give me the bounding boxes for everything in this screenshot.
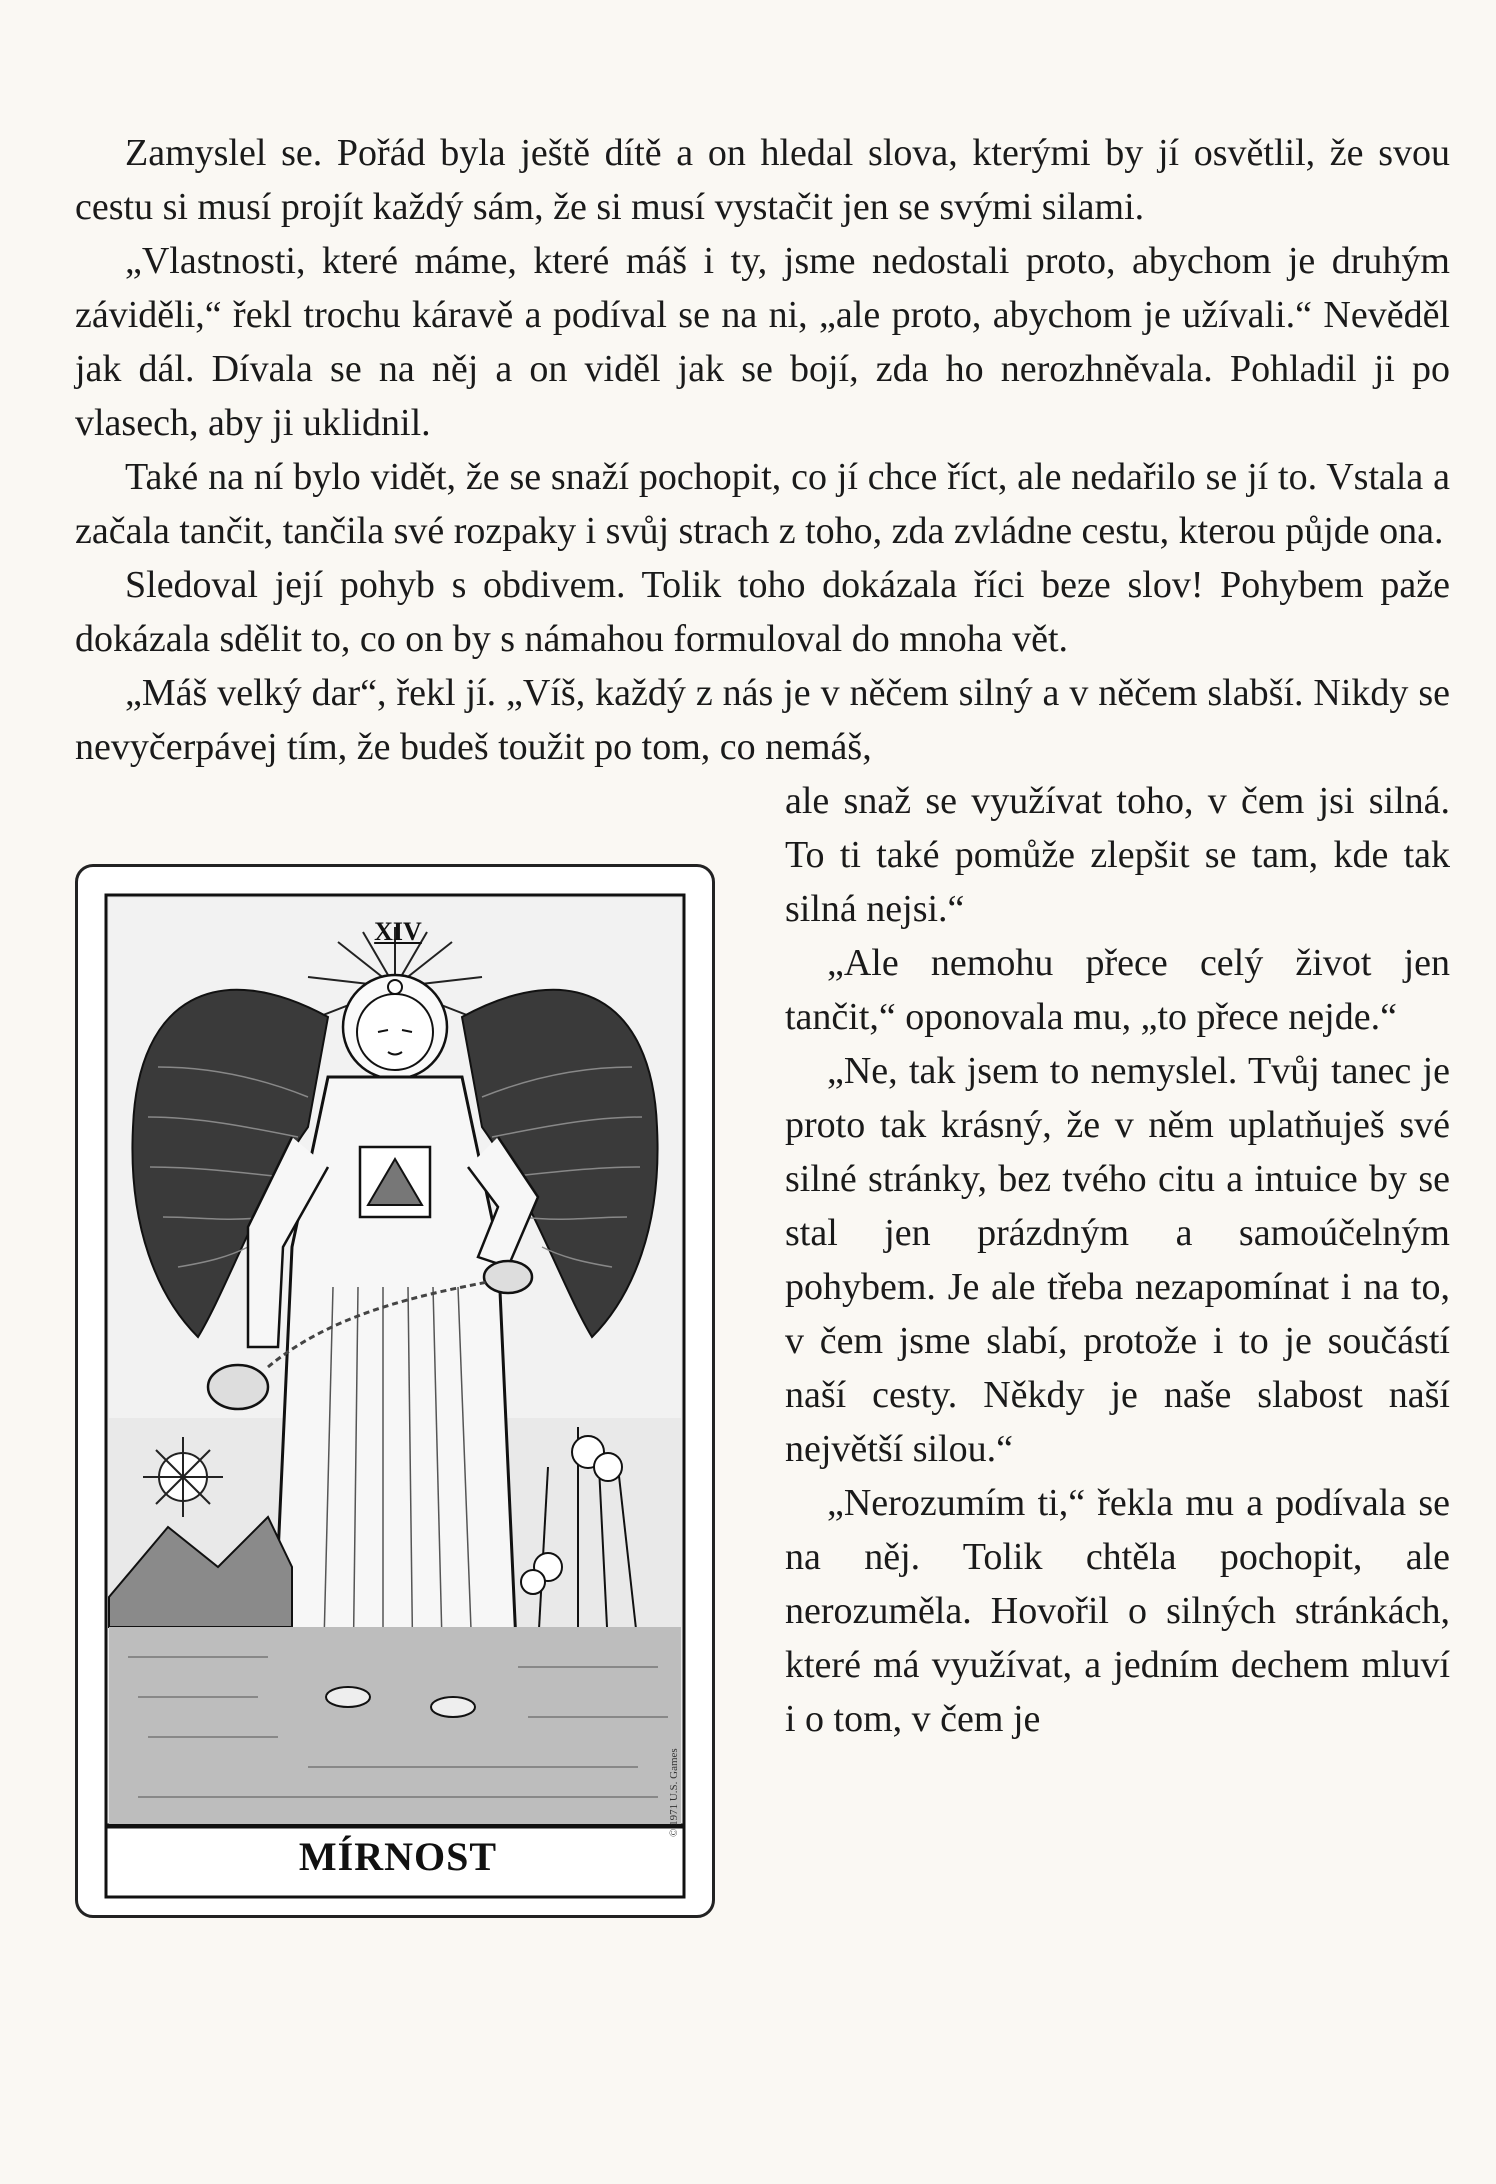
right-cup-icon <box>484 1261 532 1293</box>
temperance-card-illustration <box>78 867 712 1915</box>
text-column <box>785 774 1450 1746</box>
tarot-card-figure <box>75 864 715 1918</box>
column-paragraph-4: „Nerozumím ti,“ řekla mu a podívala se na něj. Tolik chtěla pochopit, ale nerozuměla. Hovořil o silných stránkách, které má využívat, a jedním dechem mluví i o tom, v čem je <box>785 1482 1450 1740</box>
column-paragraph-1: ale snaž se využívat toho, v čem jsi silná. To ti také pomůže zlepšit se tam, kde tak silná nejsi.“ <box>785 780 1450 930</box>
paragraph-5: „Máš velký dar“, řekl jí. „Víš, každý z nás je v něčem silný a v něčem slabší. Nikdy se nevyčerpávej tím, že budeš toužit po tom, co nemáš, <box>75 672 1450 768</box>
paragraph-3: Také na ní bylo vidět, že se snaží pochopit, co jí chce říct, ale nedařilo se jí to. Vstala a začala tančit, tančila své rozpaky i svůj strach z toho, zda zvládne cestu, kterou půjde ona. <box>75 456 1450 552</box>
column-paragraph-2: „Ale nemohu přece celý život jen tančit,“ oponovala mu, „to přece nejde.“ <box>785 942 1450 1038</box>
paragraph-1: Zamyslel se. Pořád byla ještě dítě a on hledal slova, kterými by jí osvětlil, že svou cestu si musí projít každý sám, že si musí vystačit jen se svými silami. <box>75 132 1450 228</box>
left-cup-icon <box>208 1365 268 1409</box>
card-title: MÍRNOST <box>298 1834 498 1879</box>
column-paragraph-3: „Ne, tak jsem to nemyslel. Tvůj tanec je proto tak krásný, že v něm uplatňuješ své silné stránky, bez tvého citu a intuice by se stal jen prázdným a samoúčelným pohybem. Je ale třeba nezapomínat i na to, v čem jsme slabí, protože i to je součástí naší cesty. Někdy je naše slabost naší největší silou.“ <box>785 1050 1450 1470</box>
card-credit: © 1971 U.S. Games <box>668 1748 680 1837</box>
paragraph-2: „Vlastnosti, které máme, které máš i ty, jsme nedostali proto, abychom je druhým záviděli,“ řekl trochu káravě a podíval se na ni, „ale proto, abychom je užívali.“ Nevěděl jak dál. Dívala se na něj a on viděl jak se bojí, zda ho nerozhněvala. Pohladil ji po vlasech, aby ji uklidnil. <box>75 240 1450 444</box>
book-page <box>75 126 1450 1924</box>
paragraph-4: Sledoval její pohyb s obdivem. Tolik toho dokázala říci beze slov! Pohybem paže dokázala sdělit to, co on by s námahou formuloval do mnoha vět. <box>75 564 1450 660</box>
card-numeral: XIV <box>374 917 422 946</box>
figure-wrap-region <box>75 774 1450 1924</box>
